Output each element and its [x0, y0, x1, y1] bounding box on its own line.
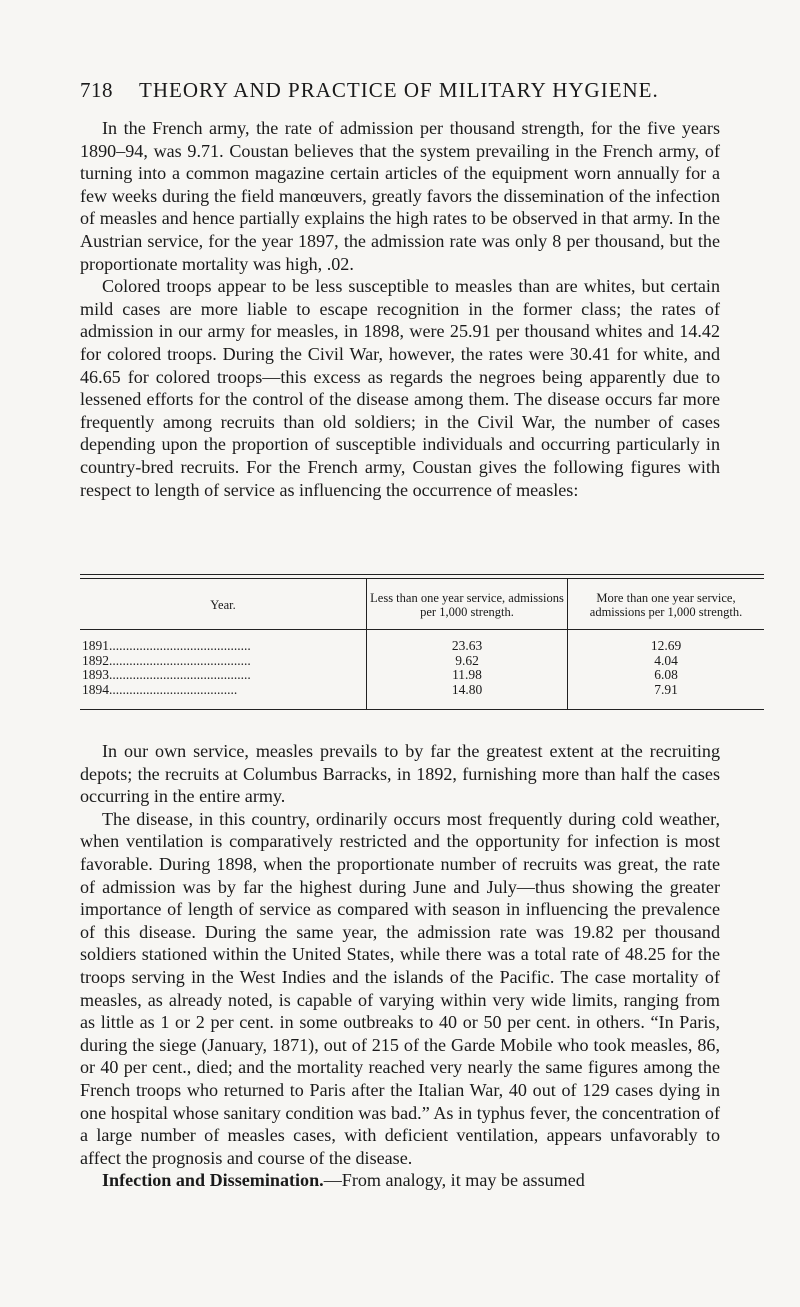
- page-header: [80, 78, 720, 103]
- row-year-cell: [80, 683, 367, 710]
- leader-dots: ..........................................: [109, 638, 251, 653]
- measles-table: [80, 574, 764, 710]
- table-bottom-rule: [80, 709, 764, 710]
- leader-dots: ..........................................: [109, 652, 251, 668]
- row-more-value: 7.91: [568, 683, 765, 710]
- header-more-than-one-year: More than one year service, admissions per 1,000 strength.: [568, 579, 765, 630]
- table-row: [80, 683, 764, 710]
- paragraph: In the French army, the rate of admission per thousand strength, for the five years 1890–94, was 9.71. Coustan believes that the system prevailing in the French army, of turning into a common magazine certain articles of the equipment worn annually for a few weeks during the field manœuvers, greatly favors the dissemination of the infection of measles and hence partially explains the high rates to be observed in that army. In the Austrian service, for the year 1897, the admission rate was only 8 per thousand, but the proportionate mortality was high, .02.: [80, 118, 720, 274]
- paragraph-text: —From analogy, it may be assumed: [323, 1170, 585, 1191]
- table-row: [80, 630, 764, 654]
- row-more-value: 6.08: [568, 668, 765, 683]
- row-year-cell: [80, 668, 367, 683]
- row-more-value: 4.04: [568, 654, 765, 669]
- row-less-value: 23.63: [367, 630, 568, 654]
- leader-dots: ..........................................: [109, 667, 251, 682]
- table-header-row: [80, 579, 764, 630]
- paragraph: In our own service, measles prevails to by far the greatest extent at the recruiting depots; the recruits at Columbus Barracks, in 1892, furnishing more than half the cases occurring in the entire army.: [80, 741, 720, 807]
- paragraph: Colored troops appear to be less susceptible to measles than are whites, but certain mild cases are more liable to escape recognition in the former class; the rates of admission in our army for measles, in 1898, were 25.91 per thousand whites and 14.42 for colored troops. During the Civil War, however, the rates were 30.41 for white, and 46.65 for colored troops—this excess as regards the negroes being apparently due to lessened efforts for the control of the disease among them. The disease occurs far more frequently among recruits than old soldiers; in the Civil War, the number of cases depending upon the proportion of susceptible individuals and occurring particularly in country-bred recruits. For the French army, Coustan gives the following figures with respect to length of service as influencing the occurrence of measles:: [80, 276, 720, 500]
- row-year-cell: [80, 654, 367, 669]
- row-less-value: 9.62: [367, 654, 568, 669]
- leader-dots: ......................................: [109, 681, 238, 697]
- paragraph: The disease, in this country, ordinarily occurs most frequently during cold weather, when ventilation is comparatively restricted and the opportunity for infection is most favorable. During 1898, when the proportionate number of recruits was great, the rate of admission was by far the highest during June and July—thus showing the greater importance of length of service as compared with season in influencing the prevalence of this disease. During the same year, the admission rate was 19.82 per thousand soldiers stationed within the United States, while there was a total rate of 48.25 for the troops serving in the West Indies and the islands of the Pacific. The case mortality of measles, as already noted, is capable of varying within very wide limits, ranging from as little as 1 or 2 per cent. in some outbreaks to 40 or 50 per cent. in others. “In Paris, during the siege (January, 1871), out of 215 of the Garde Mobile who took measles, 86, or 40 per cent., died; and the mortality reached very nearly the same figures among the French troops who returned to Paris after the Italian War, 40 out of 129 cases dying in one hospital whose sanitary condition was bad.” As in typhus fever, the concentration of a large number of measles cases, with deficient ventilation, appears unfavorably to affect the prognosis and course of the disease.: [80, 808, 720, 1168]
- paragraph-infection: [80, 1169, 720, 1192]
- table-top-rule: [80, 574, 764, 575]
- page-number: 718: [80, 78, 113, 102]
- table-row: [80, 668, 764, 683]
- row-year: 1891: [82, 638, 109, 653]
- body-text-bottom: [80, 740, 720, 1192]
- row-less-value: 14.80: [367, 683, 568, 710]
- row-more-value: 12.69: [568, 630, 765, 654]
- row-year: 1892: [82, 652, 109, 668]
- table-row: [80, 654, 764, 669]
- row-less-value: 11.98: [367, 668, 568, 683]
- row-year: 1893: [82, 667, 109, 682]
- header-less-than-one-year: Less than one year service, admissions per 1,000 strength.: [367, 579, 568, 630]
- row-year-cell: [80, 630, 367, 654]
- body-text-top: [80, 117, 720, 501]
- running-title: THEORY AND PRACTICE OF MILITARY HYGIENE.: [139, 78, 659, 102]
- header-year: Year.: [80, 579, 367, 630]
- section-heading: Infection and Dissemination.: [102, 1170, 324, 1191]
- data-table: [80, 579, 764, 709]
- row-year: 1894: [82, 681, 109, 697]
